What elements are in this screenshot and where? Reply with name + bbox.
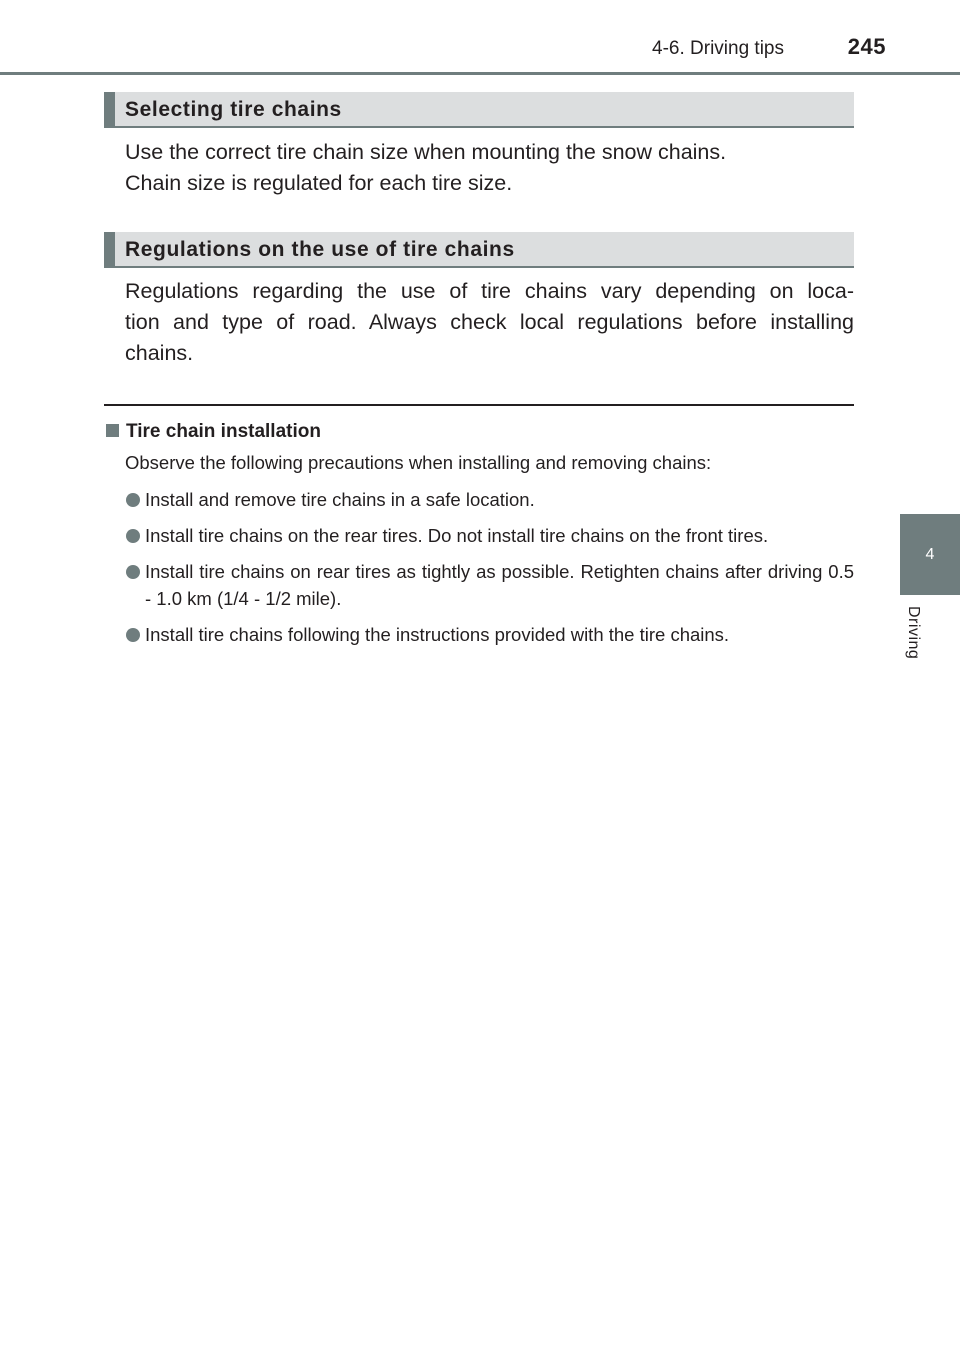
circle-bullet-icon bbox=[126, 493, 140, 507]
section-heading-text: Selecting tire chains bbox=[125, 98, 342, 121]
section-heading-regulations bbox=[104, 232, 854, 268]
chapter-number: 4 bbox=[925, 546, 935, 563]
list-item bbox=[125, 486, 854, 513]
circle-bullet-icon bbox=[126, 529, 140, 543]
section-heading-selecting-tire-chains bbox=[104, 92, 854, 128]
circle-bullet-icon bbox=[126, 628, 140, 642]
header-rule bbox=[0, 72, 960, 75]
section-paragraph-regulations bbox=[125, 276, 854, 369]
list-item-text: Install tire chains following the instructions provided with the tire chains. bbox=[145, 624, 730, 645]
note-heading bbox=[106, 421, 321, 443]
paragraph-line: Use the correct tire chain size when mounting the snow chains. bbox=[125, 140, 727, 164]
list-item bbox=[125, 522, 854, 549]
chapter-tab bbox=[900, 514, 960, 595]
running-header-section: 4-6. Driving tips bbox=[652, 38, 784, 59]
section-paragraph-selecting bbox=[125, 137, 854, 199]
chapter-label bbox=[904, 606, 928, 670]
paragraph-line: Regulations regarding the use of tire chains vary depending on loca- bbox=[125, 279, 854, 303]
circle-bullet-icon bbox=[126, 565, 140, 579]
section-heading-text: Regulations on the use of tire chains bbox=[125, 238, 515, 261]
list-item-text: Install tire chains on the rear tires. Do not install tire chains on the front tires. bbox=[145, 525, 769, 546]
list-item-text: Install tire chains on rear tires as tightly as possible. Retighten chains after driving 0.5 - 1.0 km (1/4 - 1/2 mile). bbox=[145, 561, 854, 609]
paragraph-line: tion and type of road. Always check local regulations before installing bbox=[125, 310, 854, 334]
square-bullet-icon bbox=[106, 424, 119, 437]
paragraph-line: Chain size is regulated for each tire size. bbox=[125, 171, 513, 195]
list-item bbox=[125, 621, 854, 648]
note-title: Tire chain installation bbox=[126, 421, 321, 442]
page-number: 245 bbox=[847, 34, 886, 59]
chapter-title: Driving bbox=[905, 606, 922, 660]
list-item-text: Install and remove tire chains in a safe location. bbox=[145, 489, 535, 510]
section-divider bbox=[104, 404, 854, 406]
paragraph-line: chains. bbox=[125, 341, 194, 365]
note-intro: Observe the following precautions when installing and removing chains: bbox=[125, 452, 712, 473]
list-item bbox=[125, 558, 854, 612]
